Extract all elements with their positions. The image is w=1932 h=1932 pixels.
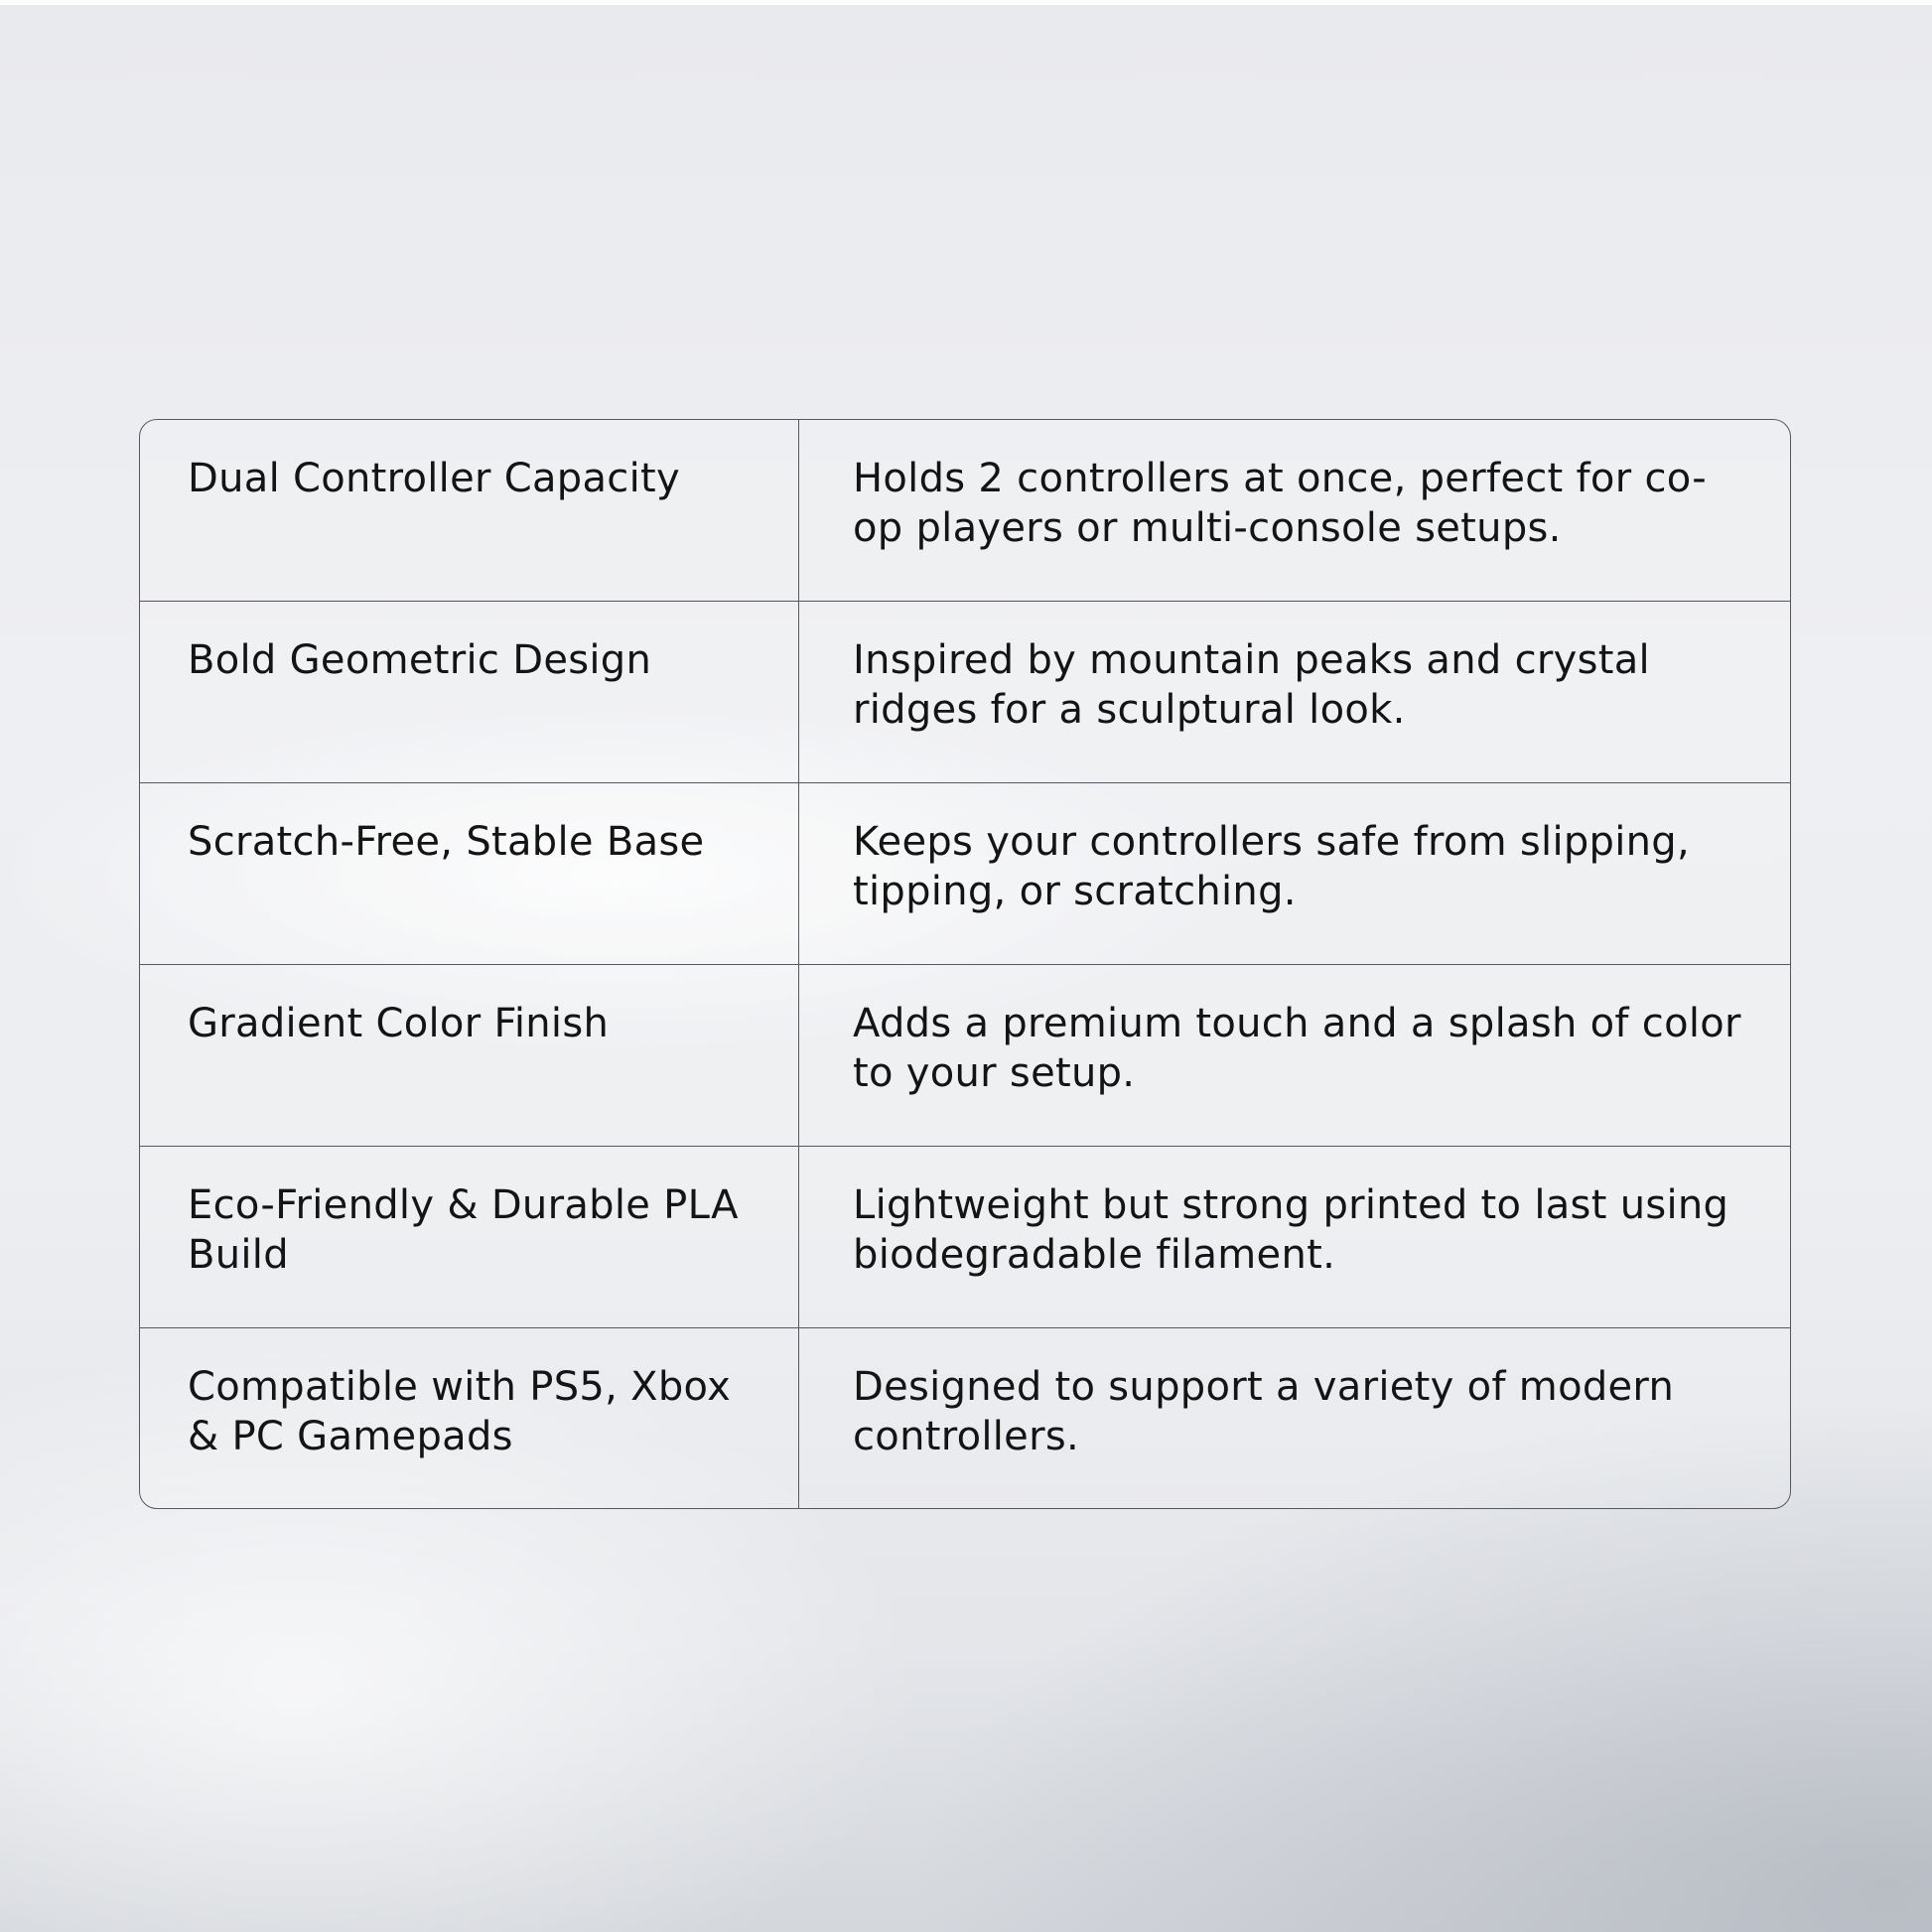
feature-name: Bold Geometric Design [140,602,799,782]
feature-description: Holds 2 controllers at once, perfect for co-op players or multi-console setups. [853,456,1707,551]
feature-name: Compatible with PS5, Xbox & PC Gamepads [140,1328,799,1508]
feature-description: Keeps your controllers safe from slipping, tipping, or scratching. [853,819,1691,914]
top-edge-line [0,0,1932,5]
feature-spec-table [139,419,1791,1509]
table-row [140,602,1790,783]
feature-description: Designed to support a variety of modern controllers. [853,1364,1675,1459]
table-row [140,783,1790,965]
table-row [140,420,1790,602]
feature-description: Lightweight but strong printed to last using biodegradable filament. [853,1182,1729,1278]
feature-description: Inspired by mountain peaks and crystal ridges for a sculptural look. [853,637,1650,733]
feature-name: Eco-Friendly & Durable PLA Build [140,1147,799,1327]
feature-description: Adds a premium touch and a splash of color to your setup. [853,1001,1741,1096]
table-row [140,1328,1790,1508]
feature-name: Dual Controller Capacity [140,420,799,601]
table-row [140,1147,1790,1328]
feature-name: Gradient Color Finish [140,965,799,1146]
feature-name: Scratch-Free, Stable Base [140,783,799,964]
table-row [140,965,1790,1147]
